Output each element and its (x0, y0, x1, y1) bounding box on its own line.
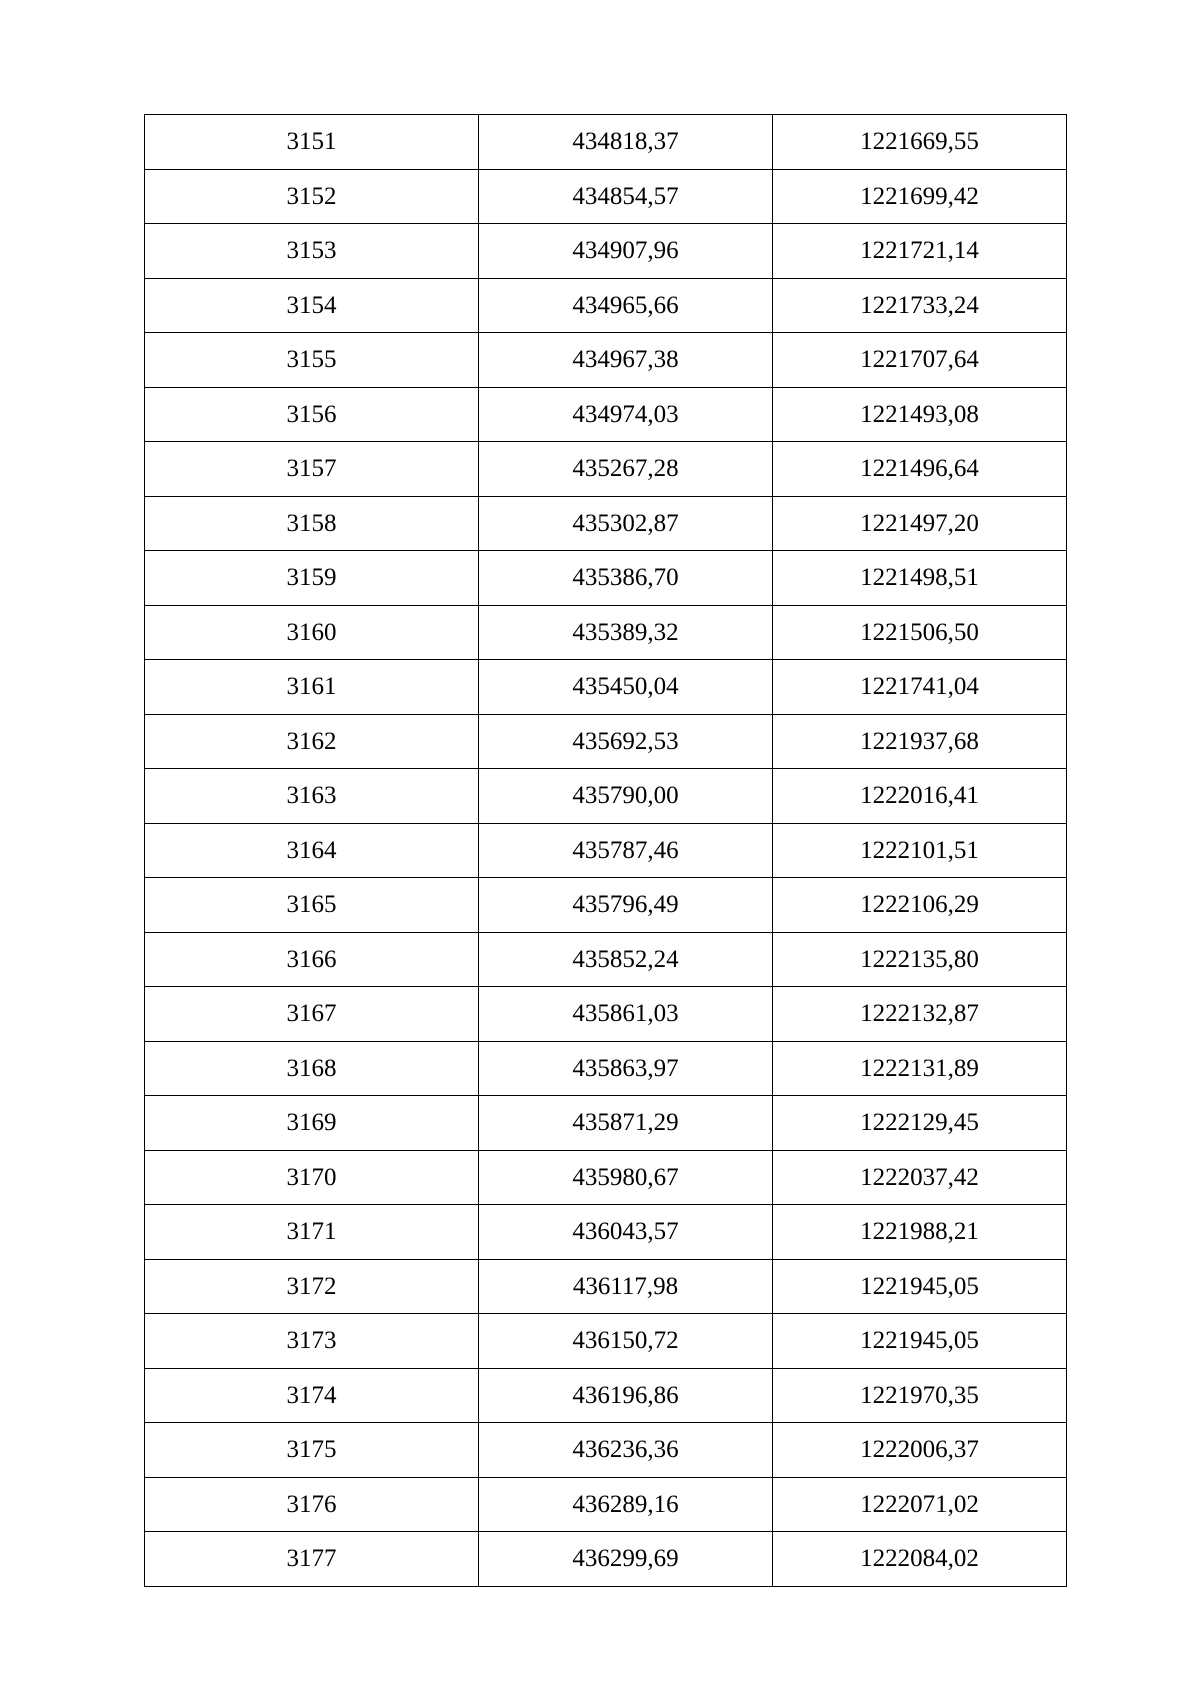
point-number-cell: 3166 (145, 932, 479, 987)
table-row (145, 1368, 1067, 1423)
y-coordinate-cell: 1222071,02 (773, 1477, 1067, 1532)
y-coordinate-cell: 1221970,35 (773, 1368, 1067, 1423)
y-coordinate-cell: 1222016,41 (773, 769, 1067, 824)
x-coordinate-cell: 435852,24 (479, 932, 773, 987)
point-number-cell: 3158 (145, 496, 479, 551)
point-number-cell: 3176 (145, 1477, 479, 1532)
y-coordinate-cell: 1222129,45 (773, 1096, 1067, 1151)
table-row (145, 1096, 1067, 1151)
x-coordinate-cell: 435386,70 (479, 551, 773, 606)
point-number-cell: 3160 (145, 605, 479, 660)
point-number-cell: 3167 (145, 987, 479, 1042)
x-coordinate-cell: 435980,67 (479, 1150, 773, 1205)
y-coordinate-cell: 1221496,64 (773, 442, 1067, 497)
point-number-cell: 3175 (145, 1423, 479, 1478)
x-coordinate-cell: 435389,32 (479, 605, 773, 660)
table-row (145, 932, 1067, 987)
point-number-cell: 3155 (145, 333, 479, 388)
x-coordinate-cell: 436299,69 (479, 1532, 773, 1587)
point-number-cell: 3156 (145, 387, 479, 442)
y-coordinate-cell: 1221506,50 (773, 605, 1067, 660)
table-row (145, 551, 1067, 606)
x-coordinate-cell: 434854,57 (479, 169, 773, 224)
x-coordinate-cell: 435302,87 (479, 496, 773, 551)
y-coordinate-cell: 1221945,05 (773, 1314, 1067, 1369)
y-coordinate-cell: 1222037,42 (773, 1150, 1067, 1205)
point-number-cell: 3170 (145, 1150, 479, 1205)
point-number-cell: 3174 (145, 1368, 479, 1423)
x-coordinate-cell: 434965,66 (479, 278, 773, 333)
point-number-cell: 3172 (145, 1259, 479, 1314)
table-row (145, 878, 1067, 933)
x-coordinate-cell: 436117,98 (479, 1259, 773, 1314)
table-row (145, 769, 1067, 824)
y-coordinate-cell: 1221988,21 (773, 1205, 1067, 1260)
table-row (145, 278, 1067, 333)
point-number-cell: 3171 (145, 1205, 479, 1260)
y-coordinate-cell: 1221937,68 (773, 714, 1067, 769)
table-row (145, 115, 1067, 170)
coordinates-table-body (145, 115, 1067, 1587)
y-coordinate-cell: 1221498,51 (773, 551, 1067, 606)
x-coordinate-cell: 435863,97 (479, 1041, 773, 1096)
table-row (145, 605, 1067, 660)
x-coordinate-cell: 434907,96 (479, 224, 773, 279)
table-row (145, 1477, 1067, 1532)
x-coordinate-cell: 436150,72 (479, 1314, 773, 1369)
y-coordinate-cell: 1221707,64 (773, 333, 1067, 388)
point-number-cell: 3161 (145, 660, 479, 715)
table-row (145, 1314, 1067, 1369)
table-row (145, 169, 1067, 224)
y-coordinate-cell: 1221493,08 (773, 387, 1067, 442)
y-coordinate-cell: 1221699,42 (773, 169, 1067, 224)
x-coordinate-cell: 435692,53 (479, 714, 773, 769)
table-row (145, 1041, 1067, 1096)
point-number-cell: 3169 (145, 1096, 479, 1151)
x-coordinate-cell: 434974,03 (479, 387, 773, 442)
point-number-cell: 3162 (145, 714, 479, 769)
table-row (145, 387, 1067, 442)
table-row (145, 1205, 1067, 1260)
table-row (145, 1423, 1067, 1478)
point-number-cell: 3163 (145, 769, 479, 824)
y-coordinate-cell: 1221741,04 (773, 660, 1067, 715)
x-coordinate-cell: 436196,86 (479, 1368, 773, 1423)
table-row (145, 442, 1067, 497)
point-number-cell: 3164 (145, 823, 479, 878)
x-coordinate-cell: 435861,03 (479, 987, 773, 1042)
x-coordinate-cell: 435450,04 (479, 660, 773, 715)
point-number-cell: 3177 (145, 1532, 479, 1587)
x-coordinate-cell: 434818,37 (479, 115, 773, 170)
point-number-cell: 3151 (145, 115, 479, 170)
y-coordinate-cell: 1222101,51 (773, 823, 1067, 878)
table-row (145, 1259, 1067, 1314)
table-row (145, 823, 1067, 878)
point-number-cell: 3159 (145, 551, 479, 606)
x-coordinate-cell: 435871,29 (479, 1096, 773, 1151)
point-number-cell: 3168 (145, 1041, 479, 1096)
table-row (145, 333, 1067, 388)
table-row (145, 987, 1067, 1042)
y-coordinate-cell: 1222132,87 (773, 987, 1067, 1042)
y-coordinate-cell: 1221497,20 (773, 496, 1067, 551)
x-coordinate-cell: 435267,28 (479, 442, 773, 497)
point-number-cell: 3157 (145, 442, 479, 497)
x-coordinate-cell: 436236,36 (479, 1423, 773, 1478)
point-number-cell: 3154 (145, 278, 479, 333)
table-row (145, 1150, 1067, 1205)
y-coordinate-cell: 1222135,80 (773, 932, 1067, 987)
y-coordinate-cell: 1222106,29 (773, 878, 1067, 933)
x-coordinate-cell: 436043,57 (479, 1205, 773, 1260)
y-coordinate-cell: 1221669,55 (773, 115, 1067, 170)
point-number-cell: 3152 (145, 169, 479, 224)
y-coordinate-cell: 1221721,14 (773, 224, 1067, 279)
y-coordinate-cell: 1221945,05 (773, 1259, 1067, 1314)
table-row (145, 714, 1067, 769)
y-coordinate-cell: 1222006,37 (773, 1423, 1067, 1478)
y-coordinate-cell: 1222084,02 (773, 1532, 1067, 1587)
x-coordinate-cell: 436289,16 (479, 1477, 773, 1532)
coordinates-table (144, 114, 1067, 1587)
x-coordinate-cell: 434967,38 (479, 333, 773, 388)
point-number-cell: 3173 (145, 1314, 479, 1369)
x-coordinate-cell: 435787,46 (479, 823, 773, 878)
x-coordinate-cell: 435796,49 (479, 878, 773, 933)
y-coordinate-cell: 1221733,24 (773, 278, 1067, 333)
x-coordinate-cell: 435790,00 (479, 769, 773, 824)
table-row (145, 1532, 1067, 1587)
table-row (145, 496, 1067, 551)
point-number-cell: 3153 (145, 224, 479, 279)
table-row (145, 224, 1067, 279)
point-number-cell: 3165 (145, 878, 479, 933)
table-row (145, 660, 1067, 715)
y-coordinate-cell: 1222131,89 (773, 1041, 1067, 1096)
